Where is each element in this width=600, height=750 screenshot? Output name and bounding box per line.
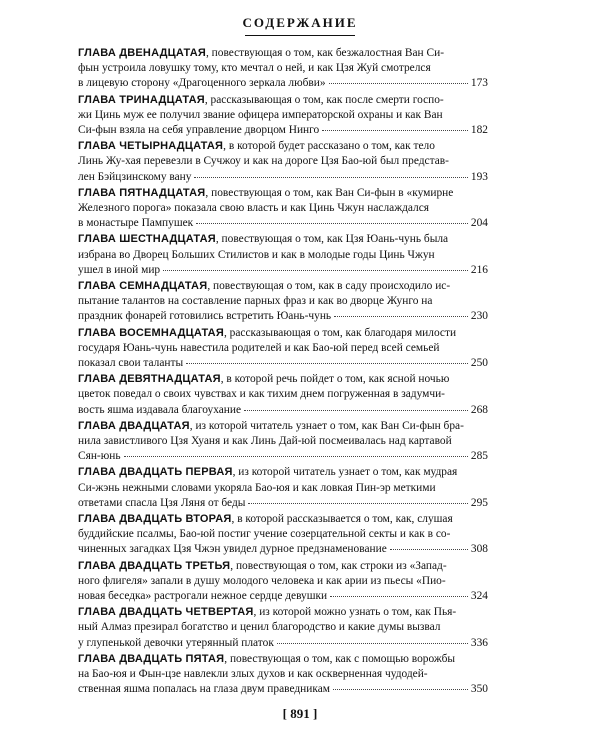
toc-entry-line — [78, 635, 488, 651]
toc-entry-line — [78, 604, 488, 620]
toc-entry-line — [78, 308, 488, 324]
dot-leader — [334, 308, 468, 317]
toc-entry-line — [78, 464, 488, 480]
chapter-page-number: 285 — [470, 450, 488, 463]
toc-entry-line — [78, 495, 488, 511]
chapter-description: фын устроила ловушку тому, кто мечтал о ней, и как Цзя Жуй смотрелся — [78, 62, 431, 75]
toc-entry-line — [78, 325, 488, 341]
chapter-page-number: 324 — [470, 589, 488, 602]
toc-entry-line — [78, 386, 488, 402]
chapter-description: Си-жэнь нежными словами укоряла Бао-юя и как ловкая Пин-эр меткими — [78, 481, 436, 494]
dot-leader — [186, 355, 468, 364]
toc-entry-line — [78, 278, 488, 294]
toc-entry-line — [78, 433, 488, 449]
chapter-description: праздник фонарей готовились встретить Юань-чунь — [78, 310, 332, 323]
chapter-description: ответами спасла Цзя Ляня от беды — [78, 496, 246, 509]
chapter-description: на Бао-юя и Фын-цзе навлекли злых духов и как оскверненная чудодей- — [78, 667, 428, 680]
toc-entry-line — [78, 340, 488, 356]
chapter-description: нила завистливого Цзя Хуаня и как Линь Дай-юй посмеивалась над картавой — [78, 434, 452, 447]
dot-leader — [390, 541, 468, 550]
toc-entry-line — [78, 231, 488, 247]
toc-entry-line — [78, 541, 488, 557]
chapter-description: , из которой можно узнать о том, как Пья- — [253, 606, 457, 619]
toc-entry-line — [78, 247, 488, 263]
chapter-title: ГЛАВА ДВАДЦАТЬ ПЕРВАЯ — [78, 466, 233, 479]
chapter-description: новая беседка» растрогали нежное сердце девушки — [78, 589, 328, 602]
dot-leader — [322, 122, 468, 131]
toc-entry-line — [78, 200, 488, 216]
chapter-page-number: 350 — [470, 683, 488, 696]
toc-entry-line — [78, 681, 488, 697]
chapter-page-number: 216 — [470, 263, 488, 276]
chapter-description: чиненных загадках Цзя Чжэн увидел дурное предзнаменование — [78, 543, 387, 556]
chapter-page-number: 295 — [470, 496, 488, 509]
toc-entry-line — [78, 558, 488, 574]
chapter-description: Сян-юнь — [78, 450, 121, 463]
toc-entry-line — [78, 169, 488, 185]
chapter-description: , рассказывающая о том, как благодаря милости — [223, 326, 457, 339]
page-number: [ 891 ] — [282, 706, 318, 721]
toc-entry-line — [78, 122, 488, 138]
dot-leader — [163, 262, 468, 271]
toc-entry-line — [78, 355, 488, 371]
dot-leader — [244, 402, 468, 411]
chapter-description: в лицевую сторону «Драгоценного зеркала любви» — [78, 77, 326, 90]
chapter-description: Железного порога» показала свою власть и как Цинь Чжун наслаждался — [78, 201, 430, 214]
toc-entry-line — [78, 92, 488, 108]
chapter-description: , повествующая о том, как безжалостная Ван Си- — [205, 47, 444, 59]
chapter-description: , повествующая о том, как с помощью ворожбы — [224, 652, 456, 665]
chapter-description: , повествующая о том, как в саду происходило ис- — [207, 280, 451, 292]
toc-entry-line — [78, 448, 488, 464]
chapter-description: , в которой будет рассказано о том, как тело — [223, 140, 435, 153]
toc-entry-line — [78, 402, 488, 418]
chapter-description: цветок поведал о своих чувствах и как тихим днем погруженная в задумчи- — [78, 388, 445, 401]
toc-entry-line — [78, 371, 488, 387]
chapter-description: ственная яшма попалась на глаза двум праведникам — [78, 683, 330, 696]
chapter-description: ный Алмаз презирал богатство и ценил благородство и какие думы вызвал — [78, 621, 441, 634]
chapter-page-number: 193 — [470, 170, 488, 183]
toc-entry-line — [78, 573, 488, 589]
chapter-description: Си-фын взяла на себя управление дворцом Нинго — [78, 123, 320, 136]
chapter-page-number: 230 — [470, 310, 488, 323]
toc-entry-line — [78, 666, 488, 682]
chapter-description: показал свои таланты — [78, 356, 184, 369]
chapter-description: лен Бэйцзинскому вану — [78, 170, 192, 183]
chapter-description: в монастыре Пампушек — [78, 217, 194, 230]
chapter-description: , из которой читатель узнает о том, как Ван Си-фын бра- — [189, 419, 464, 432]
chapter-page-number: 250 — [470, 356, 488, 369]
chapter-title: ГЛАВА СЕМНАДЦАТАЯ — [78, 280, 208, 292]
chapter-description: , повествующая о том, как Цзя Юань-чунь была — [215, 233, 449, 246]
chapter-description: , в которой рассказывается о том, как, слушая — [231, 513, 453, 525]
dot-leader — [333, 681, 468, 690]
dot-leader — [330, 588, 468, 597]
toc-entry-line — [78, 262, 488, 278]
chapter-title: ГЛАВА ДВАДЦАТЬ ПЯТАЯ — [78, 652, 225, 665]
chapter-description: буддийские псалмы, Бао-юй постиг учение созерцательной секты и как в со- — [78, 528, 451, 541]
chapter-description: вость яшма издавала благоухание — [78, 403, 242, 416]
page-title: СОДЕРЖАНИЕ — [242, 15, 358, 30]
chapter-title: ГЛАВА ДВАДЦАТЬ ТРЕТЬЯ — [78, 559, 231, 572]
dot-leader — [196, 215, 468, 224]
chapter-page-number: 182 — [470, 123, 488, 136]
chapter-description: ного флигеля» запали в душу молодого человека и как арии из пьесы «Пио- — [78, 574, 446, 587]
chapter-description: пытание талантов на составление парных фраз и как во дворце Жунго на — [78, 295, 433, 308]
chapter-page-number: 268 — [470, 403, 488, 416]
toc-entry-line — [78, 45, 488, 61]
chapter-title: ГЛАВА ДВАДЦАТЬ ВТОРАЯ — [78, 513, 232, 525]
toc-entry-line — [78, 107, 488, 123]
chapter-title: ГЛАВА ДВАДЦАТАЯ — [78, 419, 190, 432]
chapter-description: у глупенькой девочки утерянный платок — [78, 636, 274, 649]
chapter-page-number: 204 — [470, 217, 488, 230]
dot-leader — [194, 169, 467, 178]
toc-entry-line — [78, 651, 488, 667]
toc-entry-line — [78, 153, 488, 169]
toc-entry-line — [78, 215, 488, 231]
toc-entry-line — [78, 511, 488, 527]
chapter-description: , рассказывающая о том, как после смерти госпо- — [204, 93, 444, 106]
toc-entry-line — [78, 60, 488, 76]
chapter-description: ушел в иной мир — [78, 263, 161, 276]
toc-entry-line — [78, 480, 488, 496]
toc-entry-line — [78, 526, 488, 542]
toc-entry-line — [78, 588, 488, 604]
chapter-description: государя Юань-чунь навестила родителей и как Бао-юй перед всей семьей — [78, 341, 440, 354]
chapter-title: ГЛАВА ДВАДЦАТЬ ЧЕТВЕРТАЯ — [78, 606, 254, 619]
chapter-title: ГЛАВА ТРИНАДЦАТАЯ — [78, 93, 205, 106]
toc-entry-line — [78, 293, 488, 309]
dot-leader — [277, 635, 468, 644]
chapter-description: , из которой читатель узнает о том, как мудрая — [232, 466, 458, 479]
chapter-page-number: 308 — [470, 543, 488, 556]
toc-entry-line — [78, 138, 488, 154]
dot-leader — [124, 448, 468, 457]
toc-entry-line — [78, 75, 488, 91]
dot-leader — [329, 75, 468, 84]
chapter-title: ГЛАВА ВОСЕМНАДЦАТАЯ — [78, 326, 224, 339]
chapter-title: ГЛАВА ШЕСТНАДЦАТАЯ — [78, 233, 216, 246]
chapter-description: жи Цинь муж ее получил звание офицера императорской охраны и как Ван — [78, 108, 443, 121]
chapter-description: избрана во Дворец Больших Стилистов и как в молодые годы Цинь Чжун — [78, 248, 435, 261]
chapter-title: ГЛАВА ПЯТНАДЦАТАЯ — [78, 186, 206, 199]
toc-entry-line — [78, 619, 488, 635]
chapter-page-number: 173 — [470, 77, 488, 90]
chapter-description: Линь Жу-хая перевезли в Сучжоу и как на дороге Цзя Бао-юй был представ- — [78, 155, 449, 168]
dot-leader — [248, 495, 468, 504]
chapter-title: ГЛАВА ЧЕТЫРНАДЦАТАЯ — [78, 140, 224, 153]
chapter-title: ГЛАВА ДЕВЯТНАДЦАТАЯ — [78, 373, 221, 386]
chapter-description: , повествующая о том, как Ван Си-фын в «кумирне — [205, 186, 454, 199]
chapter-title: ГЛАВА ДВЕНАДЦАТАЯ — [78, 47, 206, 59]
toc-entry-line — [78, 185, 488, 201]
title-underline — [245, 35, 355, 36]
toc-entry-line — [78, 418, 488, 434]
chapter-description: , в которой речь пойдет о том, как ясной ночью — [220, 373, 450, 386]
chapter-description: , повествующая о том, как строки из «Запад- — [230, 559, 447, 572]
chapter-page-number: 336 — [470, 636, 488, 649]
